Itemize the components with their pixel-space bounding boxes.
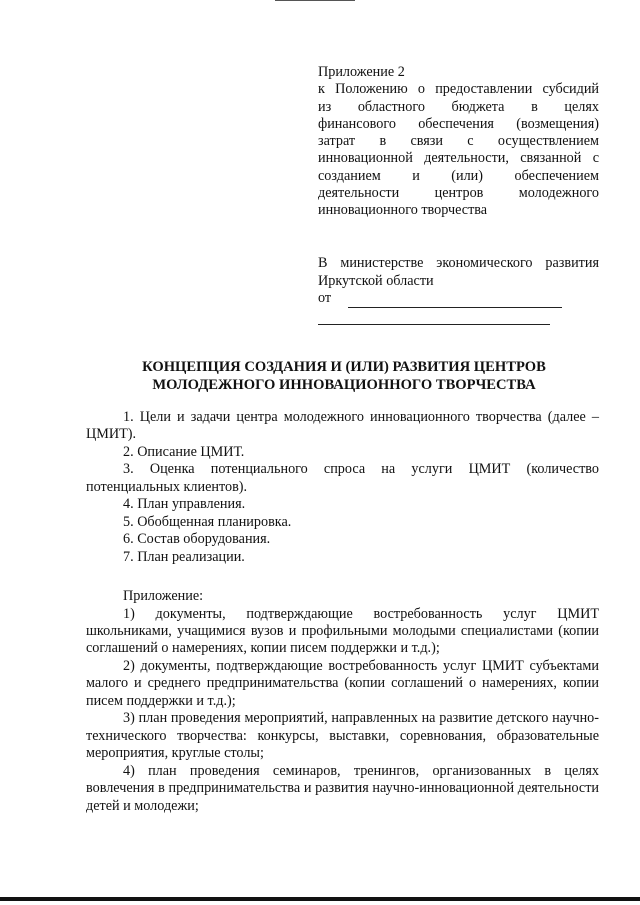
list-item: 6. Состав оборудования. [123, 531, 271, 548]
attachment-entry: 4) план проведения семинаров, тренингов, организованных в целях вовлечения в предпринимательства и развития научно-инновационной деятельности детей и молодежи; [86, 762, 599, 814]
from-label: от [318, 290, 332, 306]
list-item: 2. Описание ЦМИТ. [123, 443, 245, 460]
appendix-title: Приложение 2 [318, 64, 405, 80]
from-blank-line-2[interactable] [318, 312, 550, 325]
appendix-line: созданием и (или) обеспечением [318, 167, 599, 184]
addressee-block [318, 255, 599, 325]
title-line: КОНЦЕПЦИЯ СОЗДАНИЯ И (ИЛИ) РАЗВИТИЯ ЦЕНТРОВ [142, 359, 546, 375]
bottom-rule [0, 897, 640, 901]
appendix-line: инновационной деятельности, связанной с [318, 150, 599, 167]
appendix-line: затрат в связи с осуществлением [318, 133, 599, 150]
title-line: МОЛОДЕЖНОГО ИННОВАЦИОННОГО ТВОРЧЕСТВА [152, 376, 536, 393]
list-item: 1. Цели и задачи центра молодежного инновационного творчества (далее – ЦМИТ). [86, 409, 599, 443]
attachment-entry: 2) документы, подтверждающие востребованность услуг ЦМИТ субъектами малого и среднего предпринимательства (копии соглашений о намерениях, копии писем поддержки и т.д.); [86, 657, 599, 709]
list-item: 7. План реализации. [123, 548, 245, 565]
attachment-heading: Приложение: [123, 588, 204, 605]
from-row-2 [318, 308, 599, 325]
addressee-line: Иркутской области [318, 272, 434, 289]
appendix-header [318, 64, 599, 220]
attachment-entry: 3) план проведения мероприятий, направленных на развитие детского научно-технического творчества: конкурсы, выставки, соревнования, образовательные мероприятия, круглые столы; [86, 710, 599, 762]
addressee-line: В министерстве экономического развития [318, 255, 599, 271]
document-body [86, 409, 599, 815]
appendix-line: инновационного творчества [318, 202, 488, 219]
appendix-line: деятельности центров молодежного [318, 185, 599, 202]
appendix-line: финансового обеспечения (возмещения) [318, 115, 599, 132]
attachment-entry: 1) документы, подтверждающие востребованность услуг ЦМИТ школьниками, учащимися вузов и профильными молодыми специалистами (копии соглашений о намерениях, копии писем поддержки и т.д.); [86, 605, 599, 657]
list-item: 5. Обобщенная планировка. [123, 513, 292, 530]
document-title [88, 359, 600, 394]
from-blank-line[interactable] [348, 295, 562, 308]
appendix-line: из областного бюджета в целях [318, 98, 599, 115]
list-item: 3. Оценка потенциального спроса на услуги ЦМИТ (количество потенциальных клиентов). [86, 461, 599, 495]
list-item: 4. План управления. [123, 496, 246, 513]
top-rule [275, 0, 355, 1]
appendix-line: к Положению о предоставлении субсидий [318, 81, 599, 98]
from-row [318, 290, 599, 308]
